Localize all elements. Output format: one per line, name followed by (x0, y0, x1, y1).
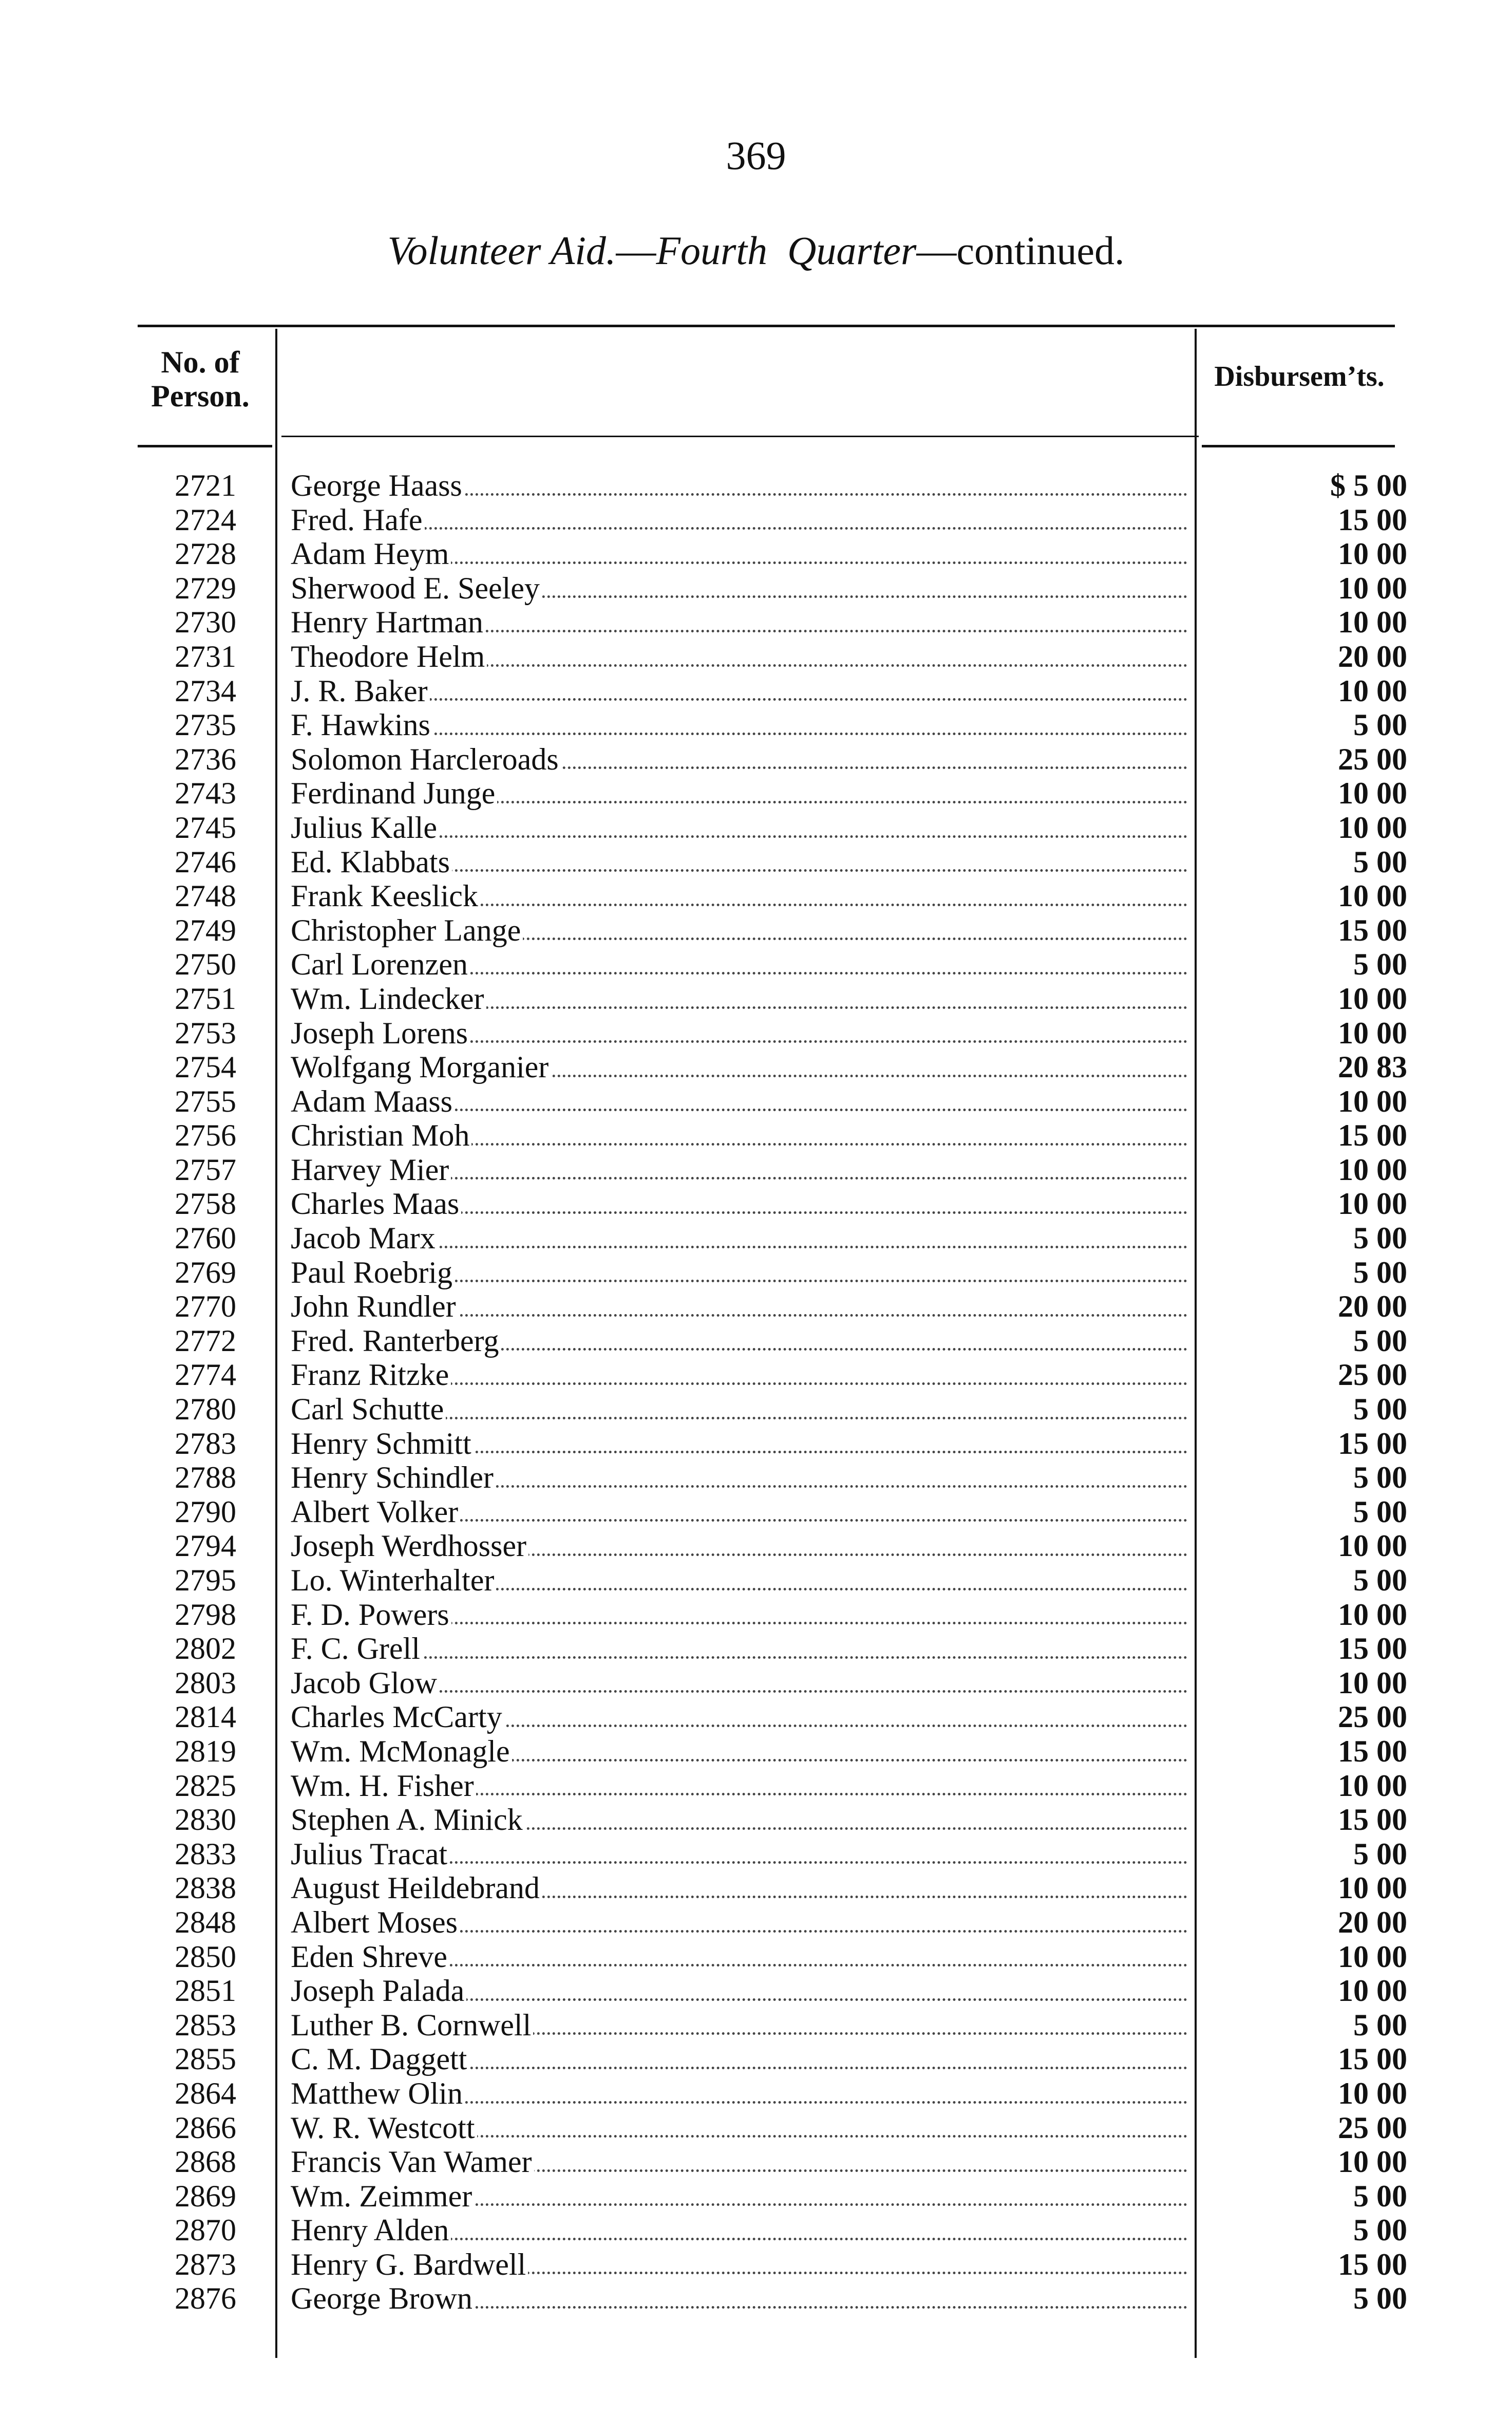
table-row (0, 811, 1512, 845)
header-bottom-rule-right (1202, 445, 1395, 447)
person-name-cell (291, 1392, 1187, 1427)
person-name-cell (291, 1837, 1187, 1871)
person-number: 2736 (175, 742, 236, 776)
person-name: Julius Kalle (291, 811, 439, 845)
title-fourth: Fourth (656, 228, 768, 273)
person-number: 2758 (175, 1187, 236, 1221)
person-number: 2783 (175, 1426, 236, 1460)
person-name-cell (291, 1974, 1187, 2008)
person-number: 2757 (175, 1152, 236, 1187)
person-number: 2721 (175, 469, 236, 502)
person-name: F. D. Powers (291, 1598, 451, 1632)
disbursement-amount: 15 00 (1338, 502, 1407, 537)
person-name: Henry Hartman (291, 605, 485, 639)
table-row (0, 982, 1512, 1016)
person-name-cell (291, 776, 1187, 811)
person-number: 2750 (175, 947, 236, 982)
person-name-cell (291, 1427, 1187, 1461)
table-row (0, 1632, 1512, 1666)
person-name: Harvey Mier (291, 1153, 451, 1187)
person-name-cell (291, 708, 1187, 742)
person-number: 2774 (175, 1358, 236, 1392)
person-name: Fred. Ranterberg (291, 1324, 501, 1358)
person-name-cell (291, 1700, 1187, 1734)
person-name: Luther B. Cornwell (291, 2008, 533, 2042)
person-name-cell (291, 1563, 1187, 1598)
table-row (0, 1940, 1512, 1974)
disbursement-amount: 10 00 (1338, 981, 1407, 1016)
disbursement-amount: 10 00 (1338, 1152, 1407, 1187)
title-dash: — (616, 228, 656, 273)
table-row (0, 1871, 1512, 1905)
person-name: Joseph Werdhosser (291, 1529, 528, 1563)
disbursement-amount: 15 00 (1338, 2042, 1407, 2076)
table-row (0, 708, 1512, 742)
disbursement-amount: 5 00 (1353, 1323, 1407, 1358)
person-number: 2772 (175, 1323, 236, 1358)
person-name-cell (291, 1153, 1187, 1187)
person-name-cell (291, 605, 1187, 640)
table-row (0, 913, 1512, 948)
disbursement-amount: 15 00 (1338, 1803, 1407, 1837)
person-name: John Rundler (291, 1289, 458, 1323)
person-name: Lo. Winterhalter (291, 1563, 496, 1597)
person-number: 2794 (175, 1529, 236, 1563)
disbursement-amount: 15 00 (1338, 2247, 1407, 2281)
table-row (0, 2076, 1512, 2111)
person-name-cell (291, 537, 1187, 571)
table-row (0, 1392, 1512, 1427)
table-row (0, 2179, 1512, 2214)
table-row (0, 537, 1512, 571)
person-number: 2803 (175, 1665, 236, 1700)
person-name-cell (291, 1358, 1187, 1392)
person-name: Carl Schutte (291, 1392, 446, 1426)
disbursement-amount: 5 00 (1353, 947, 1407, 982)
table-row (0, 1460, 1512, 1495)
person-name-cell (291, 913, 1187, 948)
person-name-cell (291, 503, 1187, 537)
person-number: 2855 (175, 2042, 236, 2076)
table-row (0, 2111, 1512, 2145)
person-name-cell (291, 1324, 1187, 1358)
table-row (0, 1324, 1512, 1358)
disbursement-amount: 5 00 (1353, 708, 1407, 742)
table-row (0, 1153, 1512, 1187)
person-name: Wolfgang Morganier (291, 1050, 551, 1084)
header-number-line1: No. of (161, 345, 240, 379)
person-name-cell (291, 947, 1187, 982)
title-volunteer-aid: Volunteer Aid. (387, 228, 616, 273)
person-name-cell (291, 2179, 1187, 2214)
person-name: Jacob Marx (291, 1221, 438, 1255)
table-row (0, 1529, 1512, 1563)
disbursement-amount: 10 00 (1338, 1871, 1407, 1905)
person-name: J. R. Baker (291, 674, 430, 708)
person-name: Frank Keeslick (291, 879, 480, 913)
person-name: Charles Maas (291, 1187, 461, 1221)
disbursement-amount: 5 00 (1353, 2179, 1407, 2213)
disbursement-amount: 5 00 (1353, 1837, 1407, 1871)
person-number: 2745 (175, 810, 236, 845)
person-name: Eden Shreve (291, 1940, 449, 1974)
table-row (0, 640, 1512, 674)
table-row (0, 674, 1512, 708)
person-name: Paul Roebrig (291, 1256, 455, 1289)
person-number: 2853 (175, 2008, 236, 2042)
person-name: Sherwood E. Seeley (291, 571, 542, 605)
person-name: C. M. Daggett (291, 2042, 469, 2076)
table-row (0, 469, 1512, 503)
person-name: Joseph Palada (291, 1974, 466, 2008)
table-row (0, 947, 1512, 982)
person-number: 2788 (175, 1460, 236, 1495)
disbursement-amount: 15 00 (1338, 1632, 1407, 1666)
person-name: Fred. Hafe (291, 503, 425, 537)
disbursement-amount: 5 00 (1353, 1494, 1407, 1529)
person-name: George Haass (291, 469, 464, 502)
disbursement-amount: 5 00 (1353, 845, 1407, 879)
person-name-cell (291, 1529, 1187, 1563)
person-name: Henry Schindler (291, 1460, 496, 1494)
disbursement-amount: 5 00 (1353, 1221, 1407, 1256)
person-name-cell (291, 2281, 1187, 2316)
person-name: Albert Moses (291, 1905, 460, 1939)
table-row (0, 1358, 1512, 1392)
table-row (0, 571, 1512, 606)
table-row (0, 1084, 1512, 1119)
table-row (0, 2281, 1512, 2316)
person-name-cell (291, 1289, 1187, 1324)
person-name-cell (291, 982, 1187, 1016)
person-name-cell (291, 811, 1187, 845)
person-number: 2825 (175, 1768, 236, 1803)
person-number: 2780 (175, 1392, 236, 1427)
person-name-cell (291, 2076, 1187, 2111)
disbursement-amount: 15 00 (1338, 1734, 1407, 1768)
person-name: Adam Heym (291, 537, 451, 571)
person-number: 2731 (175, 639, 236, 673)
table-row (0, 2247, 1512, 2282)
person-name-cell (291, 1734, 1187, 1769)
table-row (0, 1700, 1512, 1734)
person-number: 2734 (175, 673, 236, 708)
disbursement-amount: 25 00 (1338, 2110, 1407, 2145)
person-name: Solomon Harcleroads (291, 742, 561, 776)
person-name-cell (291, 845, 1187, 879)
person-name-cell (291, 1598, 1187, 1632)
disbursement-amount: 10 00 (1338, 879, 1407, 913)
person-number: 2868 (175, 2145, 236, 2179)
person-name-cell (291, 2213, 1187, 2247)
person-name-cell (291, 879, 1187, 913)
person-number: 2729 (175, 571, 236, 605)
person-name: Henry Schmitt (291, 1427, 474, 1460)
person-name-cell (291, 1769, 1187, 1803)
table-top-rule (138, 325, 1395, 327)
person-name: Henry G. Bardwell (291, 2247, 528, 2281)
person-number: 2755 (175, 1084, 236, 1118)
disbursement-amount: 10 00 (1338, 1768, 1407, 1803)
disbursement-amount: 10 00 (1338, 1597, 1407, 1632)
person-number: 2728 (175, 537, 236, 571)
disbursement-amount: 25 00 (1338, 1700, 1407, 1734)
person-number: 2770 (175, 1289, 236, 1324)
table-row (0, 1221, 1512, 1256)
person-name-cell (291, 1666, 1187, 1700)
disbursement-amount: 10 00 (1338, 1529, 1407, 1563)
table-row (0, 503, 1512, 537)
person-name: Albert Volker (291, 1495, 460, 1529)
person-name: Ferdinand Junge (291, 776, 497, 810)
title-quarter: Quarter (787, 228, 917, 273)
table-row (0, 1187, 1512, 1221)
person-name-cell (291, 1221, 1187, 1256)
table-row (0, 776, 1512, 811)
disbursement-amount: 10 00 (1338, 1974, 1407, 2008)
person-name: August Heildebrand (291, 1871, 542, 1905)
person-number: 2760 (175, 1221, 236, 1256)
disbursement-table (0, 469, 1512, 2316)
table-row (0, 1256, 1512, 1290)
person-number: 2838 (175, 1871, 236, 1905)
person-name-cell (291, 1632, 1187, 1666)
person-number: 2746 (175, 845, 236, 879)
person-name-cell (291, 1803, 1187, 1837)
person-name: Theodore Helm (291, 640, 487, 673)
person-name: Adam Maass (291, 1084, 455, 1118)
disbursement-amount: 5 00 (1353, 2213, 1407, 2247)
person-name: W. R. Westcott (291, 2111, 477, 2145)
table-row (0, 2145, 1512, 2179)
table-row (0, 1734, 1512, 1769)
person-name: Wm. McMonagle (291, 1734, 512, 1768)
table-row (0, 1769, 1512, 1803)
person-name-cell (291, 571, 1187, 606)
disbursement-amount: 20 00 (1338, 1905, 1407, 1939)
person-number: 2790 (175, 1494, 236, 1529)
disbursement-amount: $ 5 00 (1330, 469, 1407, 502)
person-number: 2833 (175, 1837, 236, 1871)
person-name-cell (291, 2111, 1187, 2145)
person-name-cell (291, 1871, 1187, 1905)
disbursement-amount: 10 00 (1338, 1665, 1407, 1700)
table-row (0, 879, 1512, 913)
table-row (0, 1598, 1512, 1632)
person-number: 2751 (175, 981, 236, 1016)
table-row (0, 1118, 1512, 1153)
disbursement-amount: 15 00 (1338, 913, 1407, 947)
person-number: 2802 (175, 1632, 236, 1666)
person-name-cell (291, 2008, 1187, 2043)
disbursement-amount: 15 00 (1338, 1118, 1407, 1153)
disbursement-amount: 10 00 (1338, 537, 1407, 571)
person-name-cell (291, 469, 1187, 503)
header-bottom-rule-left (138, 445, 272, 447)
person-name-cell (291, 1495, 1187, 1529)
disbursement-amount: 10 00 (1338, 2076, 1407, 2110)
person-number: 2749 (175, 913, 236, 947)
person-name-cell (291, 1187, 1187, 1221)
person-name-cell (291, 742, 1187, 777)
disbursement-amount: 5 00 (1353, 1460, 1407, 1495)
table-row (0, 2008, 1512, 2043)
disbursement-amount: 10 00 (1338, 810, 1407, 845)
disbursement-amount: 5 00 (1353, 1563, 1407, 1597)
header-bottom-rule-middle (281, 436, 1199, 437)
page-number: 369 (726, 133, 786, 178)
disbursement-amount: 10 00 (1338, 1084, 1407, 1118)
disbursement-amount: 25 00 (1338, 742, 1407, 776)
person-name: Francis Van Wamer (291, 2145, 534, 2179)
table-row (0, 845, 1512, 879)
person-number: 2743 (175, 776, 236, 811)
person-number: 2730 (175, 605, 236, 640)
person-number: 2848 (175, 1905, 236, 1939)
disbursement-amount: 5 00 (1353, 2281, 1407, 2316)
disbursement-amount: 20 00 (1338, 1289, 1407, 1324)
table-row (0, 2213, 1512, 2247)
person-number: 2870 (175, 2213, 236, 2247)
person-number: 2819 (175, 1734, 236, 1768)
person-name-cell (291, 1050, 1187, 1084)
person-name-cell (291, 1905, 1187, 1940)
person-name: Wm. Zeimmer (291, 2179, 474, 2213)
table-row (0, 1427, 1512, 1461)
person-number: 2876 (175, 2281, 236, 2316)
person-name: Charles McCarty (291, 1700, 504, 1734)
person-name: Henry Alden (291, 2213, 451, 2247)
disbursement-amount: 10 00 (1338, 776, 1407, 811)
disbursement-amount: 25 00 (1338, 1358, 1407, 1392)
disbursement-amount: 10 00 (1338, 605, 1407, 640)
person-number: 2851 (175, 1974, 236, 2008)
table-row (0, 605, 1512, 640)
table-row (0, 1666, 1512, 1700)
header-number-of-person (134, 345, 267, 413)
disbursement-amount: 10 00 (1338, 1939, 1407, 1974)
person-number: 2869 (175, 2179, 236, 2213)
table-row (0, 1289, 1512, 1324)
disbursement-amount: 10 00 (1338, 571, 1407, 605)
person-name: George Brown (291, 2281, 475, 2315)
person-name-cell (291, 2247, 1187, 2282)
title-continued: —continued. (916, 228, 1125, 273)
table-row (0, 1905, 1512, 1940)
person-number: 2864 (175, 2076, 236, 2110)
table-row (0, 1050, 1512, 1084)
person-number: 2795 (175, 1563, 236, 1597)
table-row (0, 1803, 1512, 1837)
person-name-cell (291, 1118, 1187, 1153)
person-name-cell (291, 1256, 1187, 1290)
table-row (0, 2042, 1512, 2076)
person-number: 2866 (175, 2110, 236, 2145)
person-number: 2769 (175, 1255, 236, 1289)
disbursement-amount: 5 00 (1353, 1255, 1407, 1289)
disbursement-amount: 20 00 (1338, 639, 1407, 673)
person-name: Franz Ritzke (291, 1358, 451, 1392)
person-number: 2748 (175, 879, 236, 913)
disbursement-amount: 10 00 (1338, 1187, 1407, 1221)
header-number-line2: Person. (151, 379, 250, 413)
page-title (0, 227, 1512, 274)
person-name: Wm. Lindecker (291, 982, 486, 1016)
disbursement-amount: 10 00 (1338, 2145, 1407, 2179)
person-number: 2850 (175, 1939, 236, 1974)
person-name-cell (291, 1460, 1187, 1495)
person-name: Joseph Lorens (291, 1016, 470, 1050)
disbursement-amount: 15 00 (1338, 1426, 1407, 1460)
person-number: 2724 (175, 502, 236, 537)
person-name-cell (291, 2042, 1187, 2076)
header-disbursements: Disbursem’ts. (1214, 361, 1385, 392)
person-number: 2753 (175, 1016, 236, 1050)
table-row (0, 1016, 1512, 1051)
person-name: Christian Moh (291, 1118, 471, 1152)
person-name: Julius Tracat (291, 1837, 449, 1871)
person-name-cell (291, 1940, 1187, 1974)
person-name: Wm. H. Fisher (291, 1769, 476, 1803)
table-row (0, 1563, 1512, 1598)
person-name: F. C. Grell (291, 1632, 422, 1665)
table-row (0, 742, 1512, 777)
table-row (0, 1837, 1512, 1871)
person-number: 2798 (175, 1597, 236, 1632)
table-row (0, 1495, 1512, 1529)
person-name: Carl Lorenzen (291, 947, 470, 981)
person-name-cell (291, 1016, 1187, 1051)
disbursement-amount: 10 00 (1338, 673, 1407, 708)
person-name: Jacob Glow (291, 1666, 439, 1700)
person-number: 2756 (175, 1118, 236, 1153)
disbursement-amount: 20 83 (1338, 1050, 1407, 1084)
person-name-cell (291, 640, 1187, 674)
table-row (0, 1974, 1512, 2008)
disbursement-amount: 5 00 (1353, 2008, 1407, 2042)
disbursement-amount: 10 00 (1338, 1016, 1407, 1050)
person-name: F. Hawkins (291, 708, 432, 742)
disbursement-amount: 5 00 (1353, 1392, 1407, 1427)
person-name-cell (291, 674, 1187, 708)
person-name: Ed. Klabbats (291, 845, 452, 879)
person-name: Matthew Olin (291, 2076, 465, 2110)
person-name: Christopher Lange (291, 913, 523, 947)
person-number: 2830 (175, 1803, 236, 1837)
person-number: 2754 (175, 1050, 236, 1084)
person-number: 2814 (175, 1700, 236, 1734)
person-name-cell (291, 2145, 1187, 2179)
person-name: Stephen A. Minick (291, 1803, 525, 1837)
person-number: 2735 (175, 708, 236, 742)
person-number: 2873 (175, 2247, 236, 2281)
person-name-cell (291, 1084, 1187, 1119)
